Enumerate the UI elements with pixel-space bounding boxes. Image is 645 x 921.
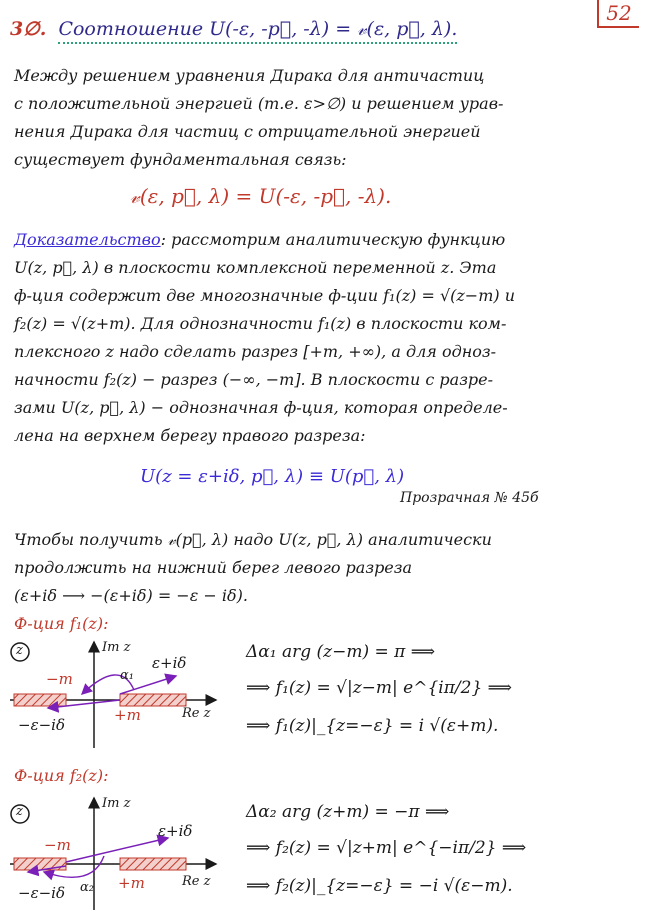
proof-line-1	[14, 230, 634, 249]
f1-equation-1: Δα₁ arg (z−m) = π ⟹	[246, 642, 436, 662]
intro-line-3: нения Дирака для частиц с отрицательной энергией	[14, 122, 481, 141]
f1-plane-symbol: z	[16, 643, 23, 658]
proof-label: Доказательство	[14, 230, 161, 249]
continuation-line-1: Чтобы получить 𝓋(p⃗, λ) надо U(z, p⃗, λ) аналитически	[14, 530, 492, 549]
transparency-reference: Прозрачная № 45б	[400, 490, 539, 506]
f2-equation-3: ⟹ f₂(z)|_{z=−ε} = −i √(ε−m).	[246, 876, 513, 896]
section-title	[10, 18, 580, 40]
f1-right-cut	[120, 694, 186, 706]
proof-line-2: U(z, p⃗, λ) в плоскости комплексной переменной z. Эта	[14, 258, 497, 277]
intro-line-1: Между решением уравнения Дирака для античастиц	[14, 66, 485, 85]
f1-angle-label: α₁	[120, 668, 134, 683]
f1-minus-m: −m	[46, 670, 73, 688]
proof-line-7: зами U(z, p⃗, λ) − однозначная ф-ция, которая определе-	[14, 398, 508, 417]
f1-equation-2: ⟹ f₁(z) = √|z−m| e^{iπ/2} ⟹	[246, 678, 513, 698]
f2-real-label: Re z	[182, 874, 211, 889]
continuation-line-2: продолжить на нижний берег левого разреза	[14, 558, 413, 577]
f2-minus-m: −m	[44, 836, 71, 854]
f1-heading: Ф-ция f₁(z):	[14, 614, 109, 633]
main-formula: 𝓋(ε, p⃗, λ) = U(-ε, -p⃗, -λ).	[130, 184, 392, 208]
f2-heading: Ф-ция f₂(z):	[14, 766, 109, 785]
f1-point-label: ε+iδ	[152, 654, 187, 672]
f2-imag-label: Im z	[102, 796, 131, 811]
f1-real-label: Re z	[182, 706, 211, 721]
proof-line-5: плексного z надо сделать разрез [+m, +∞), а для одноз-	[14, 342, 497, 361]
proof-line-1-text: : рассмотрим аналитическую функцию	[160, 230, 506, 249]
f1-neg-point-label: −ε−iδ	[18, 716, 66, 734]
f1-imag-label: Im z	[102, 640, 131, 655]
intro-line-4: существует фундаментальная связь:	[14, 150, 347, 169]
section-title-text: Соотношение U(-ε, -p⃗, -λ) = 𝓋(ε, p⃗, λ).	[58, 18, 457, 44]
f1-equation-3: ⟹ f₁(z)|_{z=−ε} = i √(ε+m).	[246, 716, 499, 736]
f2-neg-point-label: −ε−iδ	[18, 884, 66, 902]
f1-plus-m: +m	[114, 706, 141, 724]
f2-equation-1: Δα₂ arg (z+m) = −π ⟹	[246, 802, 450, 822]
section-number: 3∅.	[10, 18, 47, 40]
f2-equation-2: ⟹ f₂(z) = √|z+m| e^{−iπ/2} ⟹	[246, 838, 527, 858]
f2-left-cut	[14, 858, 66, 870]
f2-point-label: ε+iδ	[158, 822, 193, 840]
f2-plus-m: +m	[118, 874, 145, 892]
f2-plane-symbol: z	[16, 804, 23, 819]
cut-formula: U(z = ε+iδ, p⃗, λ) ≡ U(p⃗, λ)	[140, 466, 405, 487]
page-number: 52	[597, 0, 639, 28]
f2-right-cut	[120, 858, 186, 870]
proof-line-4: f₂(z) = √(z+m). Для однозначности f₁(z) в плоскости ком-	[14, 314, 507, 333]
proof-line-3: ф-ция содержит две многозначные ф-ции f₁(z) = √(z−m) и	[14, 286, 516, 305]
proof-line-8: лена на верхнем берегу правого разреза:	[14, 426, 366, 445]
proof-line-6: начности f₂(z) − разрез (−∞, −m]. В плоскости с разре-	[14, 370, 494, 389]
intro-line-2: с положительной энергией (т.е. ε>∅) и решением урав-	[14, 94, 504, 113]
continuation-line-3: (ε+iδ ⟶ −(ε+iδ) = −ε − iδ).	[14, 586, 248, 605]
f1-left-cut	[14, 694, 66, 706]
f2-angle-label: α₂	[80, 880, 94, 895]
